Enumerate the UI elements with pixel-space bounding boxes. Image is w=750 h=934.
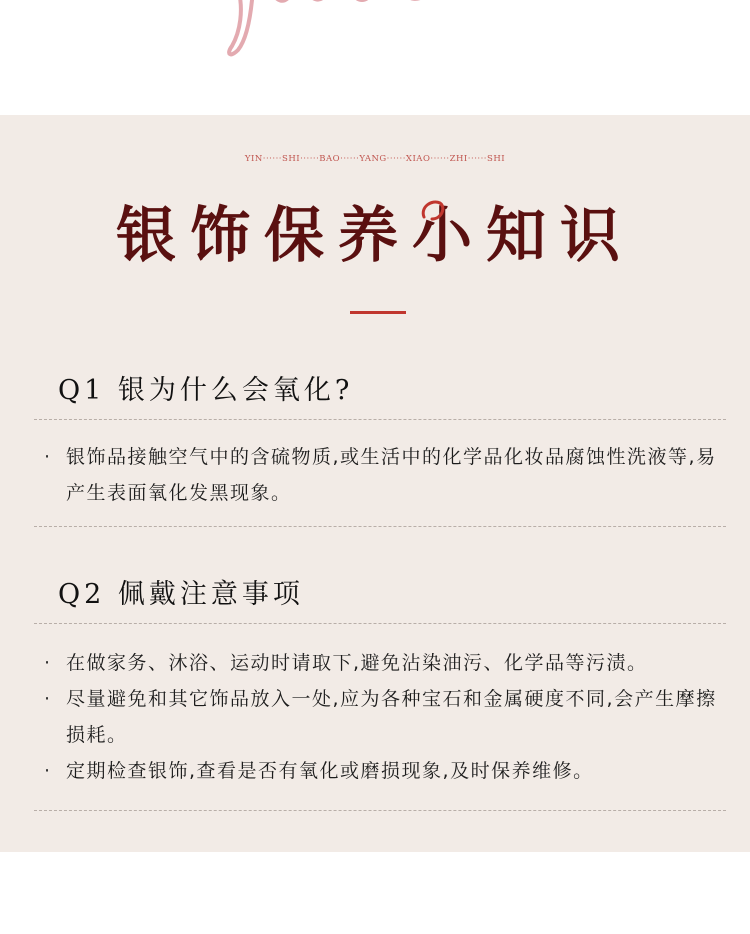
- list-item-text: 定期检查银饰,查看是否有氧化或磨损现象,及时保养维修。: [66, 760, 594, 782]
- list-item-text: 尽量避免和其它饰品放入一处,应为各种宝石和金属硬度不同,会产生摩擦损耗。: [66, 688, 717, 746]
- script-decoration: [210, 0, 540, 60]
- list-item: [44, 753, 734, 789]
- title-divider: [350, 311, 406, 314]
- dashed-divider: [34, 810, 726, 811]
- list-item: [44, 681, 734, 753]
- pinyin-subtitle: YIN······SHI······BAO······YANG······XIAO······ZHI······SHI: [244, 154, 506, 164]
- script-lettering: [0, 0, 750, 115]
- bullet: ·: [44, 446, 52, 468]
- list-item-text: 在做家务、沐浴、运动时请取下,避免沾染油污、化学品等污渍。: [66, 652, 648, 674]
- list-item: [44, 645, 734, 681]
- dashed-divider: [34, 419, 726, 420]
- section-heading-q1: Q1 银为什么会氧化?: [58, 375, 354, 406]
- dashed-divider: [34, 623, 726, 624]
- dashed-divider: [34, 526, 726, 527]
- bullet: ·: [44, 688, 52, 710]
- red-ring-icon: [418, 197, 448, 227]
- bullet: ·: [44, 652, 52, 674]
- list-item-text: 银饰品接触空气中的含硫物质,或生活中的化学品化妆品腐蚀性洗液等,易产生表面氧化发黑现象。: [66, 446, 717, 504]
- section-heading-q2: Q2 佩戴注意事项: [58, 579, 304, 610]
- list-item: [44, 439, 734, 511]
- bullet: ·: [44, 760, 52, 782]
- page-title: 银饰保养小知识: [116, 201, 634, 271]
